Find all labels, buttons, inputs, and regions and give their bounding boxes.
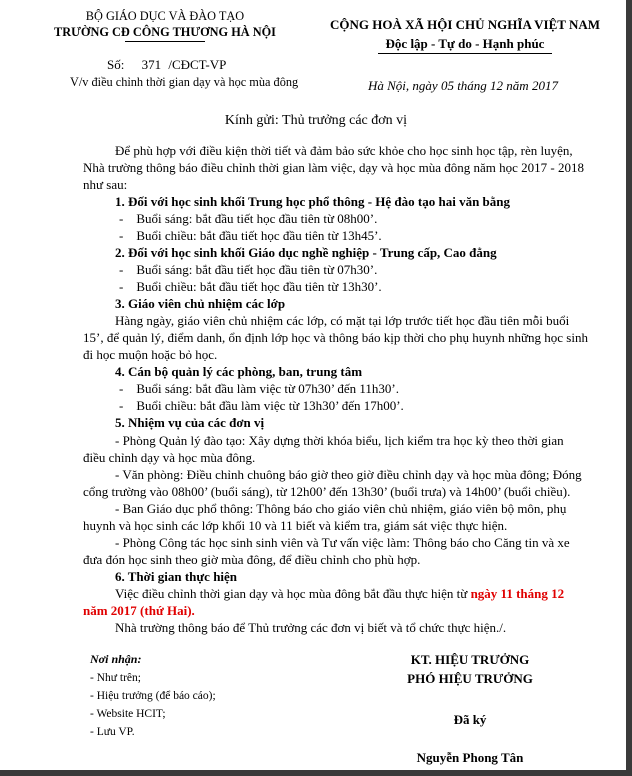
school-name: TRƯỜNG CĐ CÔNG THƯƠNG HÀ NỘI — [54, 25, 276, 39]
section-1-title: 1. Đối với học sinh khối Trung học phổ thông - Hệ đào tạo hai văn bằng — [115, 194, 511, 209]
recipient-item: - Như trên; — [90, 672, 141, 684]
number-suffix: /CĐCT-VP — [168, 57, 227, 72]
section-5-line-4: cổng trường vào 08h00’ (buổi sáng), từ 12h00’ đến 13h30’ (buổi trưa) và 14h00’ (buổi chiều). — [83, 484, 571, 499]
section-2-title: 2. Đối với học sinh khối Giáo dục nghề nghiệp - Trung cấp, Cao đẳng — [115, 245, 497, 260]
section-1-bullet-1: - Buổi sáng: bắt đầu tiết học đầu tiên từ 08h00’. — [119, 211, 378, 226]
section-5-line-8: đưa đón học sinh theo giờ mùa đông, để điều chỉnh cho phù hợp. — [83, 552, 421, 567]
section-5-line-2: điều chỉnh dạy và học mùa đông. — [83, 450, 256, 465]
intro-line-1: Để phù hợp với điều kiện thời tiết và đảm bảo sức khỏe cho học sinh học tập, rèn luyện, — [115, 143, 573, 158]
section-2-bullet-2: - Buổi chiều: bắt đầu tiết học đầu tiên từ 13h30’. — [119, 279, 382, 294]
signed-note: Đã ký — [453, 712, 487, 727]
section-5-line-5: - Ban Giáo dục phổ thông: Thông báo cho giáo viên chủ nhiệm, giáo viên bộ môn, phụ — [115, 501, 567, 516]
document-number — [107, 57, 226, 73]
country-name: CỘNG HOÀ XÃ HỘI CHỦ NGHĨA VIỆT NAM — [329, 17, 601, 32]
section-4-title: 4. Cán bộ quản lý các phòng, ban, trung tâm — [115, 364, 363, 379]
section-4-bullet-2: - Buổi chiều: bắt đầu làm việc từ 13h30’ đến 17h00’. — [119, 398, 404, 413]
recipient-item: - Lưu VP. — [90, 726, 135, 738]
start-date-highlight-cont: năm 2017 (thứ Hai). — [83, 603, 195, 618]
intro-line-2: Nhà trường thông báo điều chỉnh thời gian làm việc, dạy và học mùa đông năm học 2017 - 2018 — [83, 160, 584, 175]
section-5-line-6: huynh và học sinh các lớp khối 10 và 11 biết và kiểm tra, giám sát việc thực hiện. — [83, 518, 508, 533]
section-5-title: 5. Nhiệm vụ của các đơn vị — [115, 415, 265, 430]
section-6-plain-text: Việc điều chỉnh thời gian dạy và học mùa đông bắt đầu thực hiện từ — [115, 586, 471, 601]
number-value: 371 — [141, 57, 162, 72]
signer-role-1: KT. HIỆU TRƯỞNG — [410, 652, 530, 667]
motto-underline — [378, 53, 552, 54]
ministry-name: BỘ GIÁO DỤC VÀ ĐÀO TẠO — [85, 9, 245, 23]
recipient-item: - Hiệu trưởng (để báo cáo); — [90, 690, 216, 702]
national-motto: Độc lập - Tự do - Hạnh phúc — [385, 36, 545, 51]
signer-name: Nguyễn Phong Tân — [416, 750, 524, 765]
document-date: Hà Nội, ngày 05 tháng 12 năm 2017 — [368, 78, 558, 93]
section-3-title: 3. Giáo viên chủ nhiệm các lớp — [115, 296, 286, 311]
document-subject: V/v điều chỉnh thời gian dạy và học mùa đông — [70, 75, 299, 89]
recipients-title: Nơi nhận: — [90, 652, 142, 666]
start-date-highlight: ngày 11 tháng 12 — [470, 586, 565, 601]
school-underline — [125, 41, 205, 42]
section-1-bullet-2: - Buổi chiều: bắt đầu tiết học đầu tiên từ 13h45’. — [119, 228, 382, 243]
greeting: Kính gửi: Thủ trưởng các đơn vị — [224, 113, 408, 128]
section-6-title: 6. Thời gian thực hiện — [115, 569, 238, 584]
section-3-line-1: Hàng ngày, giáo viên chủ nhiệm các lớp, có mặt tại lớp trước tiết học đầu tiên mỗi buổi — [115, 313, 570, 328]
recipient-item: - Website HCIT; — [90, 708, 166, 720]
number-label: Số: — [107, 57, 125, 72]
section-5-line-3: - Văn phòng: Điều chỉnh chuông báo giờ theo giờ điều chỉnh dạy và học mùa đông; Đóng — [115, 467, 582, 482]
section-3-line-3: đi học muộn hoặc bỏ học. — [83, 347, 218, 362]
section-5-line-1: - Phòng Quản lý đào tạo: Xây dựng thời khóa biểu, lịch kiểm tra học kỳ theo thời gian — [115, 433, 564, 448]
section-3-line-2: 15’, để quản lý, điểm danh, ổn định lớp học và thông báo kịp thời cho phụ huynh những học sinh — [83, 330, 588, 345]
section-5-line-7: - Phòng Công tác học sinh sinh viên và Tư vấn việc làm: Thông báo cho Căng tin và xe — [115, 535, 570, 550]
section-4-bullet-1: - Buổi sáng: bắt đầu làm việc từ 07h30’ đến 11h30’. — [119, 381, 400, 396]
section-6-line-1 — [115, 586, 564, 602]
signer-role-2: PHÓ HIỆU TRƯỞNG — [407, 671, 533, 686]
section-6-line-3: Nhà trường thông báo để Thủ trưởng các đơn vị biết và tổ chức thực hiện./. — [115, 620, 507, 635]
section-2-bullet-1: - Buổi sáng: bắt đầu tiết học đầu tiên từ 07h30’. — [119, 262, 378, 277]
intro-line-3: như sau: — [83, 177, 128, 192]
